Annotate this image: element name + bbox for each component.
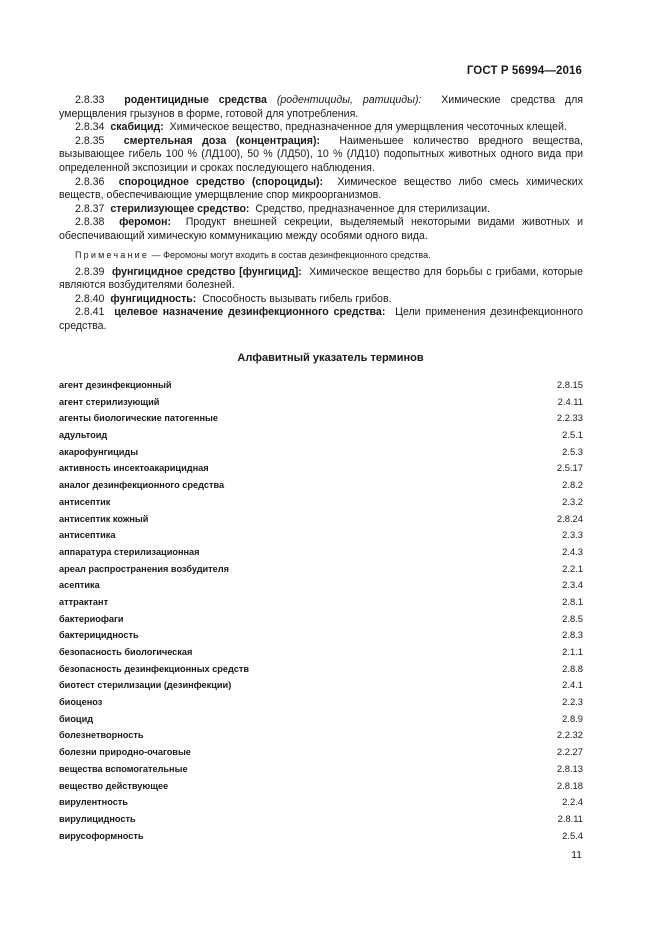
index-entry xyxy=(59,627,583,644)
index-term: агент дезинфекционный xyxy=(59,380,172,390)
index-code: 2.8.18 xyxy=(556,779,583,791)
index-code: 2.8.5 xyxy=(562,612,583,624)
index-entry xyxy=(59,377,583,394)
index-term: бактерицидность xyxy=(59,630,139,641)
index-entry xyxy=(59,460,583,477)
index-term: вирулицидность xyxy=(59,813,136,824)
index-term: агент стерилизующий xyxy=(59,396,160,407)
definition-paragraph xyxy=(59,203,583,217)
index-code: 2.8.11 xyxy=(557,812,583,824)
term-index xyxy=(59,377,583,844)
definition-term: фунгицидное средство [фунгицид]: xyxy=(111,265,302,278)
index-code: 2.8.9 xyxy=(562,712,583,724)
index-code: 2.1.1 xyxy=(562,646,583,657)
index-term: антисептик xyxy=(59,496,111,507)
index-entry xyxy=(59,494,583,511)
index-term: антисептика xyxy=(59,530,116,541)
index-code: 2.3.4 xyxy=(562,579,583,591)
definition-term: феромон: xyxy=(119,216,172,229)
index-entry xyxy=(59,727,583,744)
index-code: 2.2.3 xyxy=(562,696,583,708)
definition-text: Химическое вещество для борьбы с грибами, которые являются возбудителями болезней. xyxy=(59,265,584,292)
definition-number: 2.8.37 xyxy=(75,202,105,215)
index-term: аппаратура стерилизационная xyxy=(59,546,200,557)
note xyxy=(59,249,583,261)
note-text: — Феромоны могут входить в состав дезинфекционного средства. xyxy=(151,249,431,260)
definition-paragraph xyxy=(59,94,583,121)
definition-text: Продукт внешней секреции, выделяемый некоторыми видами животных и обеспечивающий химическую коммуникацию между особями одного вида. xyxy=(59,216,583,242)
index-entry xyxy=(59,410,583,427)
index-entry xyxy=(59,577,583,594)
definitions-block xyxy=(59,94,583,334)
index-code: 2.8.15 xyxy=(556,379,583,390)
index-code: 2.2.1 xyxy=(562,562,583,574)
index-entry xyxy=(59,694,583,711)
definition-text: Цели применения дезинфекционного средства. xyxy=(59,306,583,332)
index-code: 2.3.3 xyxy=(562,529,583,541)
index-term: безопасность биологическая xyxy=(59,647,193,657)
index-term: бактериофаги xyxy=(59,613,124,624)
index-term: аттрактант xyxy=(59,596,109,607)
index-code: 2.5.4 xyxy=(562,829,583,841)
index-code: 2.5.3 xyxy=(562,445,583,457)
index-entry xyxy=(59,477,583,494)
index-entry xyxy=(59,744,583,761)
index-code: 2.4.11 xyxy=(557,395,583,407)
definition-number: 2.8.39 xyxy=(75,265,105,278)
standard-header: ГОСТ Р 56994—2016 xyxy=(466,65,582,77)
definition-number: 2.8.38 xyxy=(75,216,105,229)
definition-alias: (родентициды, ратициды): xyxy=(276,94,422,106)
index-term: аналог дезинфекционного средства xyxy=(59,480,225,491)
index-term: вирулентность xyxy=(59,797,128,808)
index-term: биотест стерилизации (дезинфекции) xyxy=(59,680,232,691)
definition-paragraph xyxy=(59,266,583,293)
definition-number: 2.8.40 xyxy=(75,292,105,305)
definition-term: фунгицидность: xyxy=(110,292,197,305)
index-term: антисептик кожный xyxy=(59,513,149,524)
index-code: 2.4.1 xyxy=(562,679,583,691)
definition-paragraph xyxy=(59,216,583,243)
index-term: вирусоформность xyxy=(59,830,144,841)
definition-paragraph xyxy=(59,176,583,203)
definition-term: родентицидные средства xyxy=(124,94,267,106)
note-label: Примечание xyxy=(75,249,150,260)
index-term: болезнетворность xyxy=(59,730,144,741)
definition-number: 2.8.34 xyxy=(75,121,105,134)
index-entry xyxy=(59,544,583,561)
index-term: активность инсектоакарицидная xyxy=(59,463,209,474)
definition-term: спороцидное средство (спороциды): xyxy=(118,175,324,188)
definition-text: Наименьшее количество вредного вещества, вызывающее гибель 100 % (ЛД100), 50 % (ЛД50), 10 % (ЛД10) подопытных животных одного вида при определенной экспозиции и сроках последующего наблюдения. xyxy=(59,134,583,174)
index-entry xyxy=(59,561,583,578)
index-term: вещество действующее xyxy=(59,780,169,791)
index-entry xyxy=(59,444,583,461)
index-entry xyxy=(59,828,583,845)
page-number: 11 xyxy=(571,849,582,861)
index-code: 2.8.1 xyxy=(562,595,583,607)
index-code: 2.4.3 xyxy=(562,545,583,557)
definition-term: смертельная доза (концентрация): xyxy=(123,134,321,147)
definition-text: Химическое вещество либо смесь химических веществ, обеспечивающие умерщвление спор микроорганизмов. xyxy=(59,175,584,202)
index-entry xyxy=(59,611,583,628)
index-entry xyxy=(59,661,583,678)
index-entry xyxy=(59,511,583,528)
definition-term: скабицид: xyxy=(110,121,164,134)
index-code: 2.2.32 xyxy=(556,729,583,741)
definition-term: целевое назначение дезинфекционного средства: xyxy=(114,306,386,319)
definition-number: 2.8.35 xyxy=(75,134,105,147)
index-code: 2.8.3 xyxy=(562,629,583,641)
index-code: 2.8.8 xyxy=(562,662,583,674)
index-term: биоценоз xyxy=(59,697,103,708)
definition-term: стерилизующее средство: xyxy=(110,202,250,215)
definition-number: 2.8.36 xyxy=(75,175,105,188)
index-term: асептика xyxy=(59,580,100,591)
index-entry xyxy=(59,427,583,444)
index-term: ареал распространения возбудителя xyxy=(59,563,229,574)
index-term: болезни природно-очаговые xyxy=(59,747,191,758)
index-code: 2.2.4 xyxy=(562,796,583,808)
definition-text: Способность вызывать гибель грибов. xyxy=(202,292,392,305)
definition-paragraph xyxy=(59,293,583,307)
definition-paragraph xyxy=(59,121,583,135)
index-code: 2.2.27 xyxy=(556,746,583,758)
index-title: Алфавитный указатель терминов xyxy=(237,352,424,364)
index-entry xyxy=(59,394,583,411)
index-entry xyxy=(59,761,583,778)
index-entry xyxy=(59,527,583,544)
index-code: 2.8.24 xyxy=(556,512,583,524)
index-term: адультоид xyxy=(59,430,108,441)
index-code: 2.3.2 xyxy=(562,495,583,507)
index-term: вещества вспомогательные xyxy=(59,763,188,774)
definition-number: 2.8.41 xyxy=(75,306,105,319)
index-code: 2.5.17 xyxy=(556,462,583,474)
definition-text: Средство, предназначенное для стерилизации. xyxy=(255,202,490,215)
index-entry xyxy=(59,811,583,828)
index-code: 2.2.33 xyxy=(556,412,583,424)
definition-text: Химическое вещество, предназначенное для умерщвления чесоточных клещей. xyxy=(169,121,567,134)
definition-paragraph xyxy=(59,306,583,333)
index-entry xyxy=(59,644,583,661)
index-code: 2.8.13 xyxy=(556,762,583,774)
definition-text: Химические средства для умерщвления грызунов в форме, готовой для употребления. xyxy=(59,94,584,120)
index-code: 2.5.1 xyxy=(562,429,583,441)
index-entry xyxy=(59,677,583,694)
index-entry xyxy=(59,794,583,811)
index-term: безопасность дезинфекционных средств xyxy=(59,663,249,674)
definition-number: 2.8.33 xyxy=(75,94,105,106)
index-entry xyxy=(59,711,583,728)
index-code: 2.8.2 xyxy=(562,479,583,491)
index-entry xyxy=(59,594,583,611)
definition-paragraph xyxy=(59,135,583,176)
index-entry xyxy=(59,778,583,795)
index-term: биоцид xyxy=(59,713,94,724)
index-term: акарофунгициды xyxy=(59,446,139,457)
index-term: агенты биологические патогенные xyxy=(59,413,218,424)
